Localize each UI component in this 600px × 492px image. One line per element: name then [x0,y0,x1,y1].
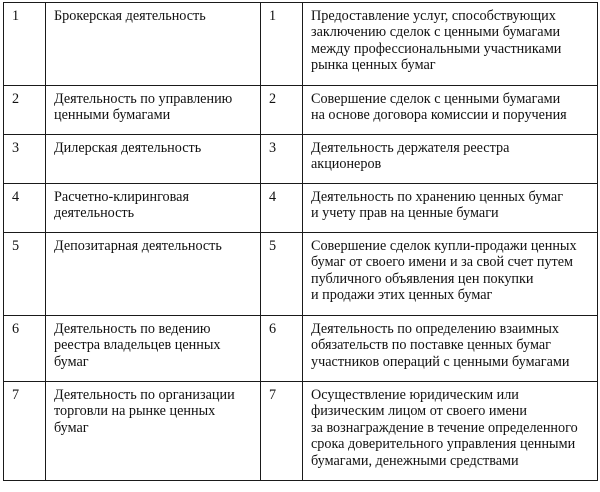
activity-name: Депозитарная деятельность [46,233,261,316]
definition-number: 7 [261,382,303,481]
table-row [4,184,598,233]
definition-text: Предоставление услуг, способствующих заключению сделок с ценными бумагами между профессиональными участниками рынка ценных бумаг [303,3,598,86]
activity-name: Расчетно-клиринговая деятельность [46,184,261,233]
activity-number: 3 [4,135,46,184]
definition-text: Деятельность держателя реестра акционеров [303,135,598,184]
table-row [4,135,598,184]
table-row [4,3,598,86]
table-row [4,382,598,481]
activity-name: Брокерская деятельность [46,3,261,86]
definition-text: Деятельность по хранению ценных бумаг и учету прав на ценные бумаги [303,184,598,233]
definition-number: 1 [261,3,303,86]
definition-number: 4 [261,184,303,233]
table-row [4,316,598,382]
definition-number: 3 [261,135,303,184]
definition-text: Совершение сделок купли-продажи ценных бумаг от своего имени и за свой счет путем публичного объявления цен покупки и продажи этих ценных бумаг [303,233,598,316]
activity-number: 2 [4,86,46,135]
definition-number: 6 [261,316,303,382]
definition-number: 5 [261,233,303,316]
activity-name: Дилерская деятельность [46,135,261,184]
matching-table [3,2,598,481]
definition-number: 2 [261,86,303,135]
activity-number: 6 [4,316,46,382]
definition-text: Деятельность по определению взаимных обязательств по поставке ценных бумаг участников операций с ценными бумагами [303,316,598,382]
table-row [4,86,598,135]
activity-number: 4 [4,184,46,233]
activity-number: 1 [4,3,46,86]
activity-number: 5 [4,233,46,316]
activity-name: Деятельность по управлению ценными бумагами [46,86,261,135]
activity-name: Деятельность по организации торговли на рынке ценных бумаг [46,382,261,481]
activity-name: Деятельность по ведению реестра владельцев ценных бумаг [46,316,261,382]
table-row [4,233,598,316]
definition-text: Осуществление юридическим или физическим лицом от своего имени за вознаграждение в течение определенного срока доверительного управления ценными бумагами, денежными средствами [303,382,598,481]
definition-text: Совершение сделок с ценными бумагами на основе договора комиссии и поручения [303,86,598,135]
activity-number: 7 [4,382,46,481]
